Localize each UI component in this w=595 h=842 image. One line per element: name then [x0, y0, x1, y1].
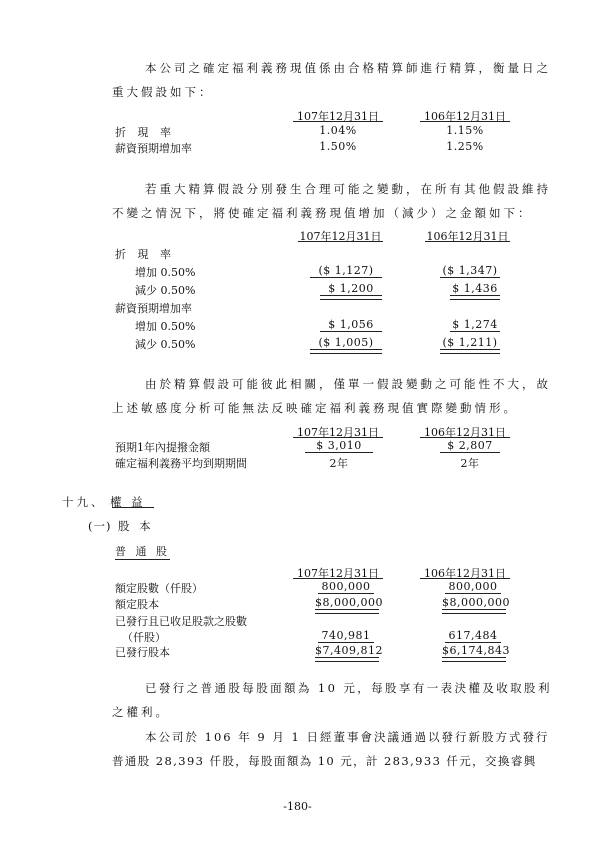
- t2-header-2017: 106年12月31日: [426, 230, 509, 243]
- t4-header-rule-1: [293, 578, 383, 579]
- t4-row-value: 740,981: [321, 629, 371, 642]
- t1-header-2018: 107年12月31日: [297, 110, 379, 123]
- section-title: 權 益: [110, 495, 146, 509]
- t4-underline: [318, 642, 374, 643]
- t3-row-value: $ 2,807: [447, 439, 493, 452]
- t3-row-label: 確定福利義務平均到期期間: [115, 457, 247, 470]
- page-number: -180-: [283, 800, 312, 813]
- t4-row-label: 額定股數（仟股）: [115, 582, 203, 595]
- t4-row-value: $6,174,843: [442, 644, 510, 657]
- t3-row-value: 2年: [329, 457, 349, 470]
- paragraph-4-line-1: 已發行之普通股每股面額為 10 元，每股享有一表決權及收取股利: [145, 681, 552, 695]
- paragraph-3-line-2: 上述敏感度分析可能無法反映確定福利義務現值實際變動情形。: [112, 401, 518, 415]
- t4-double-underline: [315, 657, 379, 662]
- t1-row-value: 1.25%: [446, 140, 484, 153]
- t2-double-underline: [320, 295, 382, 300]
- t4-row-label: 額定股本: [115, 598, 159, 611]
- t1-row-value: 1.04%: [319, 124, 357, 137]
- t2-row-value: $ 1,056: [328, 318, 374, 331]
- t2-row-value: $ 1,200: [328, 282, 374, 295]
- paragraph-1-line-2: 重大假設如下：: [112, 85, 214, 99]
- t4-double-underline: [442, 609, 506, 614]
- t2-header-2018: 107年12月31日: [299, 230, 382, 243]
- t3-row-label: 預期1年內提撥金額: [115, 441, 210, 454]
- t2-row-value: $ 1,274: [452, 318, 498, 331]
- t4-double-underline: [442, 657, 506, 662]
- t1-row-label: 薪資預期增加率: [115, 142, 192, 155]
- t4-row-value: $8,000,000: [315, 596, 383, 609]
- t4-row-label: 已發行股本: [115, 646, 170, 659]
- t2-underline: [450, 331, 500, 332]
- t1-header-rule-2: [420, 121, 510, 122]
- paragraph-4-line-2: 之權利。: [112, 705, 170, 719]
- t4-underline: [445, 642, 501, 643]
- paragraph-2-line-1: 若重大精算假設分別發生合理可能之變動，在所有其他假設維持: [145, 182, 551, 196]
- paragraph-5-line-2: 普通股 28,393 仟股，每股面額為 10 元，計 283,933 仟元，交換睿興: [112, 754, 537, 768]
- t4-double-underline: [315, 609, 379, 614]
- t1-row-value: 1.50%: [319, 140, 357, 153]
- t2-double-underline: [310, 349, 382, 354]
- t2-row-value: ($ 1,127): [318, 264, 374, 277]
- t3-header-rule-1: [293, 437, 383, 438]
- t4-underline: [445, 593, 501, 594]
- t2-row-value: ($ 1,347): [442, 264, 498, 277]
- t3-header-2017: 106年12月31日: [424, 426, 506, 439]
- t4-row-value: 800,000: [321, 580, 371, 593]
- t3-row-value: 2年: [460, 457, 480, 470]
- subsection-number: (一): [88, 519, 112, 533]
- t2-underline: [310, 277, 382, 278]
- t3-header-2018: 107年12月31日: [297, 426, 379, 439]
- t2-row-value: ($ 1,211): [442, 336, 498, 349]
- common-stock-heading: 普 通 股: [115, 545, 170, 558]
- t2-group-label: 折 現 率: [115, 248, 175, 261]
- section-number: 十九、: [62, 495, 106, 509]
- t4-header-rule-2: [420, 578, 510, 579]
- section-title-underline: [112, 507, 154, 508]
- t2-header-rule-1: [298, 241, 383, 242]
- t1-row-value: 1.15%: [446, 124, 484, 137]
- t1-header-2017: 106年12月31日: [424, 110, 506, 123]
- t2-row-value: $ 1,436: [452, 282, 498, 295]
- t4-row-label: （仟股）: [122, 631, 166, 644]
- t3-header-rule-2: [420, 437, 510, 438]
- t2-row-label: 減少 0.50%: [135, 284, 196, 297]
- t4-row-label: 已發行且已收足股款之股數: [115, 615, 247, 628]
- t1-row-label: 折 現 率: [115, 126, 175, 139]
- t4-header-2017: 106年12月31日: [424, 567, 506, 580]
- t4-row-value: $7,409,812: [315, 644, 383, 657]
- t2-underline: [440, 277, 500, 278]
- t2-group-label: 薪資預期增加率: [115, 302, 192, 315]
- t3-underline: [440, 452, 500, 453]
- paragraph-5-line-1: 本公司於 106 年 9 月 1 日經董事會決議通過以發行新股方式發行: [145, 730, 550, 744]
- t2-row-label: 減少 0.50%: [135, 338, 196, 351]
- t4-header-2018: 107年12月31日: [297, 567, 379, 580]
- paragraph-2-line-2: 不變之情況下，將使確定福利義務現值增加（減少）之金額如下：: [112, 206, 533, 220]
- t2-row-label: 增加 0.50%: [135, 320, 196, 333]
- subsection-title: 股 本: [118, 519, 154, 533]
- t2-double-underline: [440, 349, 500, 354]
- t4-row-value: 800,000: [448, 580, 498, 593]
- t2-row-value: ($ 1,005): [318, 336, 374, 349]
- t4-underline: [318, 593, 374, 594]
- t2-underline: [320, 331, 382, 332]
- t2-row-label: 增加 0.50%: [135, 266, 196, 279]
- paragraph-3-line-1: 由於精算假設可能彼此相關，僅單一假設變動之可能性不大，故: [145, 377, 551, 391]
- paragraph-1-line-1: 本公司之確定福利義務現值係由合格精算師進行精算，衡量日之: [145, 61, 551, 75]
- t3-row-value: $ 3,010: [316, 439, 362, 452]
- t1-header-rule-1: [293, 121, 383, 122]
- t3-underline: [305, 452, 373, 453]
- t2-double-underline: [450, 295, 500, 300]
- t2-header-rule-2: [425, 241, 510, 242]
- t4-row-value: $8,000,000: [442, 596, 510, 609]
- t4-row-value: 617,484: [448, 629, 498, 642]
